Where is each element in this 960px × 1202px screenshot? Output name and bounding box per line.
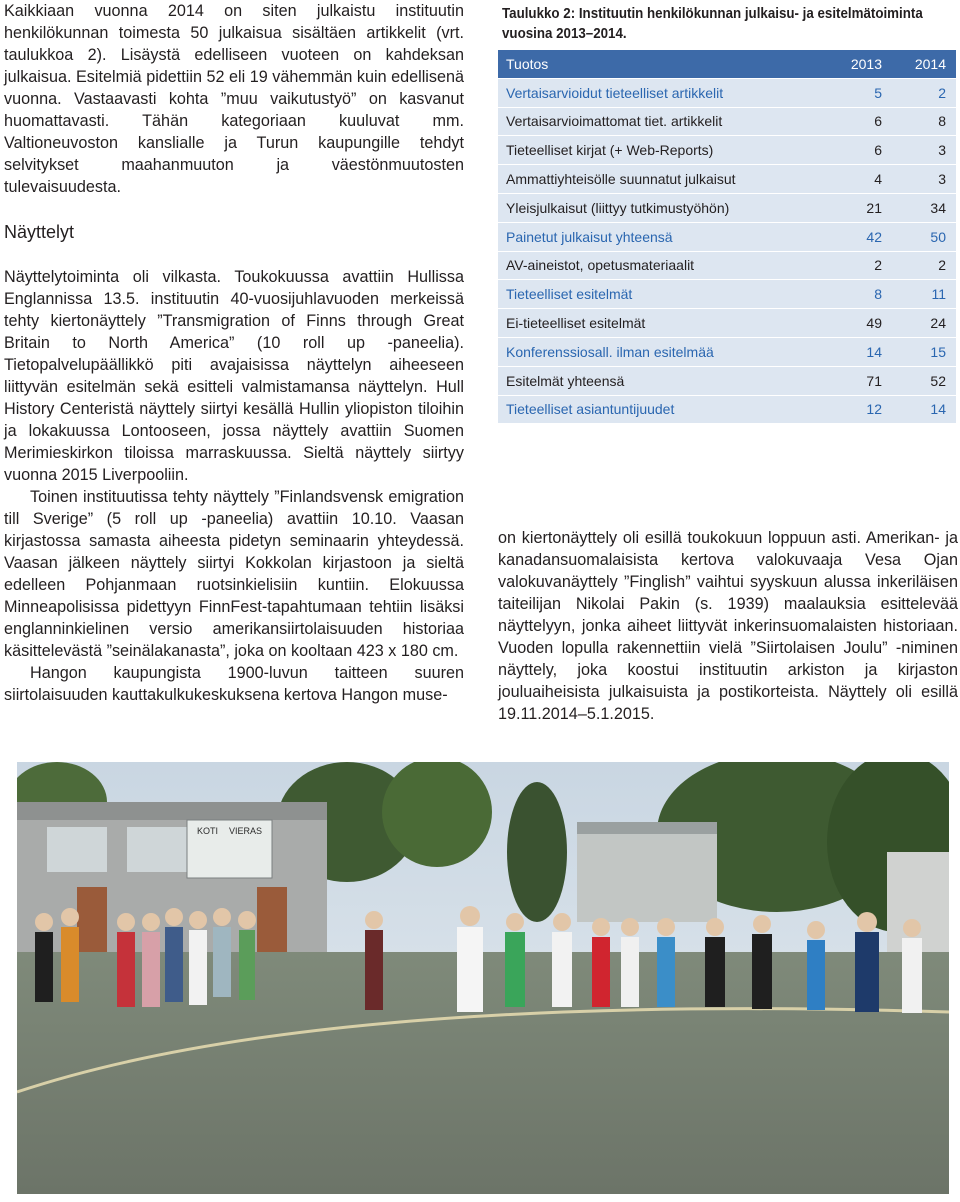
- right-text-column: [498, 527, 958, 725]
- row-value-2013: 5: [804, 78, 898, 107]
- paragraph-second-exhibition: Toinen instituutissa tehty näyttely ”Finlandsvensk emigration till Sverige” (5 roll up -paneelia) avattiin 10.10. Vaasan kirjastossa samasta aiheesta pidetyn seminaarin yhteydessä. Vaasan jälkeen näyttely siirtyi Kokkolan kirjastoon ja sieltä edelleen Pohjanmaan ruotsinkielisiin kuntiin. Elokuussa Minneapolisissa pidettyyn FinnFest-tapahtumaan tehtiin lisäksi englanninkielinen versio amerikansiirtolaisuuden historiaa käsittelevästä ”seinälakanasta”, joka on kooltaan 423 x 180 cm.: [4, 488, 464, 660]
- row-value-2014: 52: [898, 366, 956, 395]
- group-photo: [17, 762, 949, 1194]
- row-value-2014: 14: [898, 395, 956, 424]
- publications-table: [498, 50, 956, 424]
- row-value-2013: 6: [804, 107, 898, 136]
- row-label: Tieteelliset esitelmät: [498, 280, 804, 309]
- row-label: Ei-tieteelliset esitelmät: [498, 309, 804, 338]
- table-row: [498, 136, 956, 165]
- section-heading-exhibitions: Näyttelyt: [4, 222, 75, 242]
- row-label: AV-aineistot, opetusmateriaalit: [498, 251, 804, 280]
- row-value-2013: 2: [804, 251, 898, 280]
- table-row: [498, 395, 956, 424]
- row-value-2014: 3: [898, 136, 956, 165]
- left-text-column: [4, 0, 464, 706]
- row-label: Vertaisarvioimattomat tiet. artikkelit: [498, 107, 804, 136]
- row-value-2013: 4: [804, 165, 898, 194]
- row-value-2014: 11: [898, 280, 956, 309]
- table-row: [498, 78, 956, 107]
- row-label: Tieteelliset asiantuntijuudet: [498, 395, 804, 424]
- header-output: Tuotos: [498, 50, 804, 78]
- row-value-2014: 8: [898, 107, 956, 136]
- table-row: [498, 222, 956, 251]
- header-2014: 2014: [898, 50, 956, 78]
- table-row: [498, 107, 956, 136]
- row-value-2014: 50: [898, 222, 956, 251]
- row-value-2013: 14: [804, 337, 898, 366]
- photo-illustration: [17, 762, 949, 1194]
- row-value-2014: 2: [898, 251, 956, 280]
- paragraph-hanko-continued: on kiertonäyttely oli esillä toukokuun loppuun asti. Amerikan- ja kanadansuomalaisista kertova valokuvaaja Vesa Ojan valokuvanäyttely ”Finglish” vaihtui syyskuun alussa inkeriläisen taiteilijan Nikolai Pakin (s. 1939) maalauksia esittelevää näyttelyyn, jonka aiheet liittyvät inkerinsuomalaisten historiaan. Vuoden lopulla rakennettiin vielä ”Siirtolaisen Joulu” -niminen näyttely, joka koostui instituutin arkiston ja kirjaston jouluaiheisista julkaisuista ja postikorteista. Näyttely oli esillä 19.11.2014–5.1.2015.: [498, 529, 958, 723]
- table-row: [498, 251, 956, 280]
- row-value-2013: 6: [804, 136, 898, 165]
- table-row: [498, 193, 956, 222]
- row-label: Yleisjulkaisut (liittyy tutkimustyöhön): [498, 193, 804, 222]
- paragraph-publications: Kaikkiaan vuonna 2014 on siten julkaistu instituutin henkilökunnan toimesta 50 julkaisua sisältäen artikkelit (vrt. taulukkoa 2). Lisäystä edelliseen vuoteen on kahdeksan julkaisua. Esitelmiä pidettiin 52 eli 19 vähemmän kuin edellisenä vuonna. Vastaavasti kohta ”muu vaikutustyö” on kasvanut huomattavasti. Tähän kategoriaan kuuluvat mm. Valtioneuvoston kanslialle ja Turun kaupungille tehdyt selvitykset maahanmuuton ja väestönmuutosten tulevaisuudesta.: [4, 2, 464, 196]
- row-label: Esitelmät yhteensä: [498, 366, 804, 395]
- scoreboard-away: VIERAS: [229, 826, 263, 836]
- row-value-2013: 21: [804, 193, 898, 222]
- row-value-2014: 3: [898, 165, 956, 194]
- scoreboard-home: KOTI: [197, 826, 219, 836]
- row-label: Painetut julkaisut yhteensä: [498, 222, 804, 251]
- paragraph-exhibitions: Näyttelytoiminta oli vilkasta. Toukokuussa avattiin Hullissa Englannissa 13.5. instituutin 40-vuosijuhlavuoden merkeissä tehty kiertonäyttely ”Transmigration of Finns through Great Britain to North America” (10 roll up -paneelia). Tietopalvelupäällikkö piti avajaisissa näyttelyn aiheeseen liittyvän esitelmän sekä esitteli valmistamansa näyttelyn. Hull History Centeristä näyttely siirtyi kesällä Hullin yliopiston tiloihin ja lokakuussa Lontooseen, jossa näyttely avattiin Suomen Merimieskirkon tiloissa marraskuussa. Sieltä näyttely siirtyy vuonna 2015 Liverpooliin.: [4, 268, 464, 484]
- table-row: [498, 165, 956, 194]
- row-value-2014: 2: [898, 78, 956, 107]
- table-row: [498, 280, 956, 309]
- header-2013: 2013: [804, 50, 898, 78]
- table-row: [498, 309, 956, 338]
- row-value-2014: 34: [898, 193, 956, 222]
- row-label: Vertaisarvioidut tieteelliset artikkelit: [498, 78, 804, 107]
- table-row: [498, 366, 956, 395]
- table-block: [498, 0, 956, 424]
- row-value-2013: 12: [804, 395, 898, 424]
- row-value-2013: 71: [804, 366, 898, 395]
- row-value-2013: 49: [804, 309, 898, 338]
- row-value-2013: 42: [804, 222, 898, 251]
- row-label: Ammattiyhteisölle suunnatut julkaisut: [498, 165, 804, 194]
- table-row: [498, 337, 956, 366]
- paragraph-hanko-museum: Hangon kaupungista 1900-luvun taitteen suuren siirtolaisuuden kauttakulkukeskuksena kertova Hangon muse-: [4, 664, 464, 704]
- row-label: Konferenssiosall. ilman esitelmää: [498, 337, 804, 366]
- table-header-row: [498, 50, 956, 78]
- table-caption: Taulukko 2: Instituutin henkilökunnan julkaisu- ja esitelmätoiminta vuosina 2013–2014.: [502, 6, 923, 42]
- row-value-2014: 24: [898, 309, 956, 338]
- row-value-2013: 8: [804, 280, 898, 309]
- row-value-2014: 15: [898, 337, 956, 366]
- row-label: Tieteelliset kirjat (+ Web-Reports): [498, 136, 804, 165]
